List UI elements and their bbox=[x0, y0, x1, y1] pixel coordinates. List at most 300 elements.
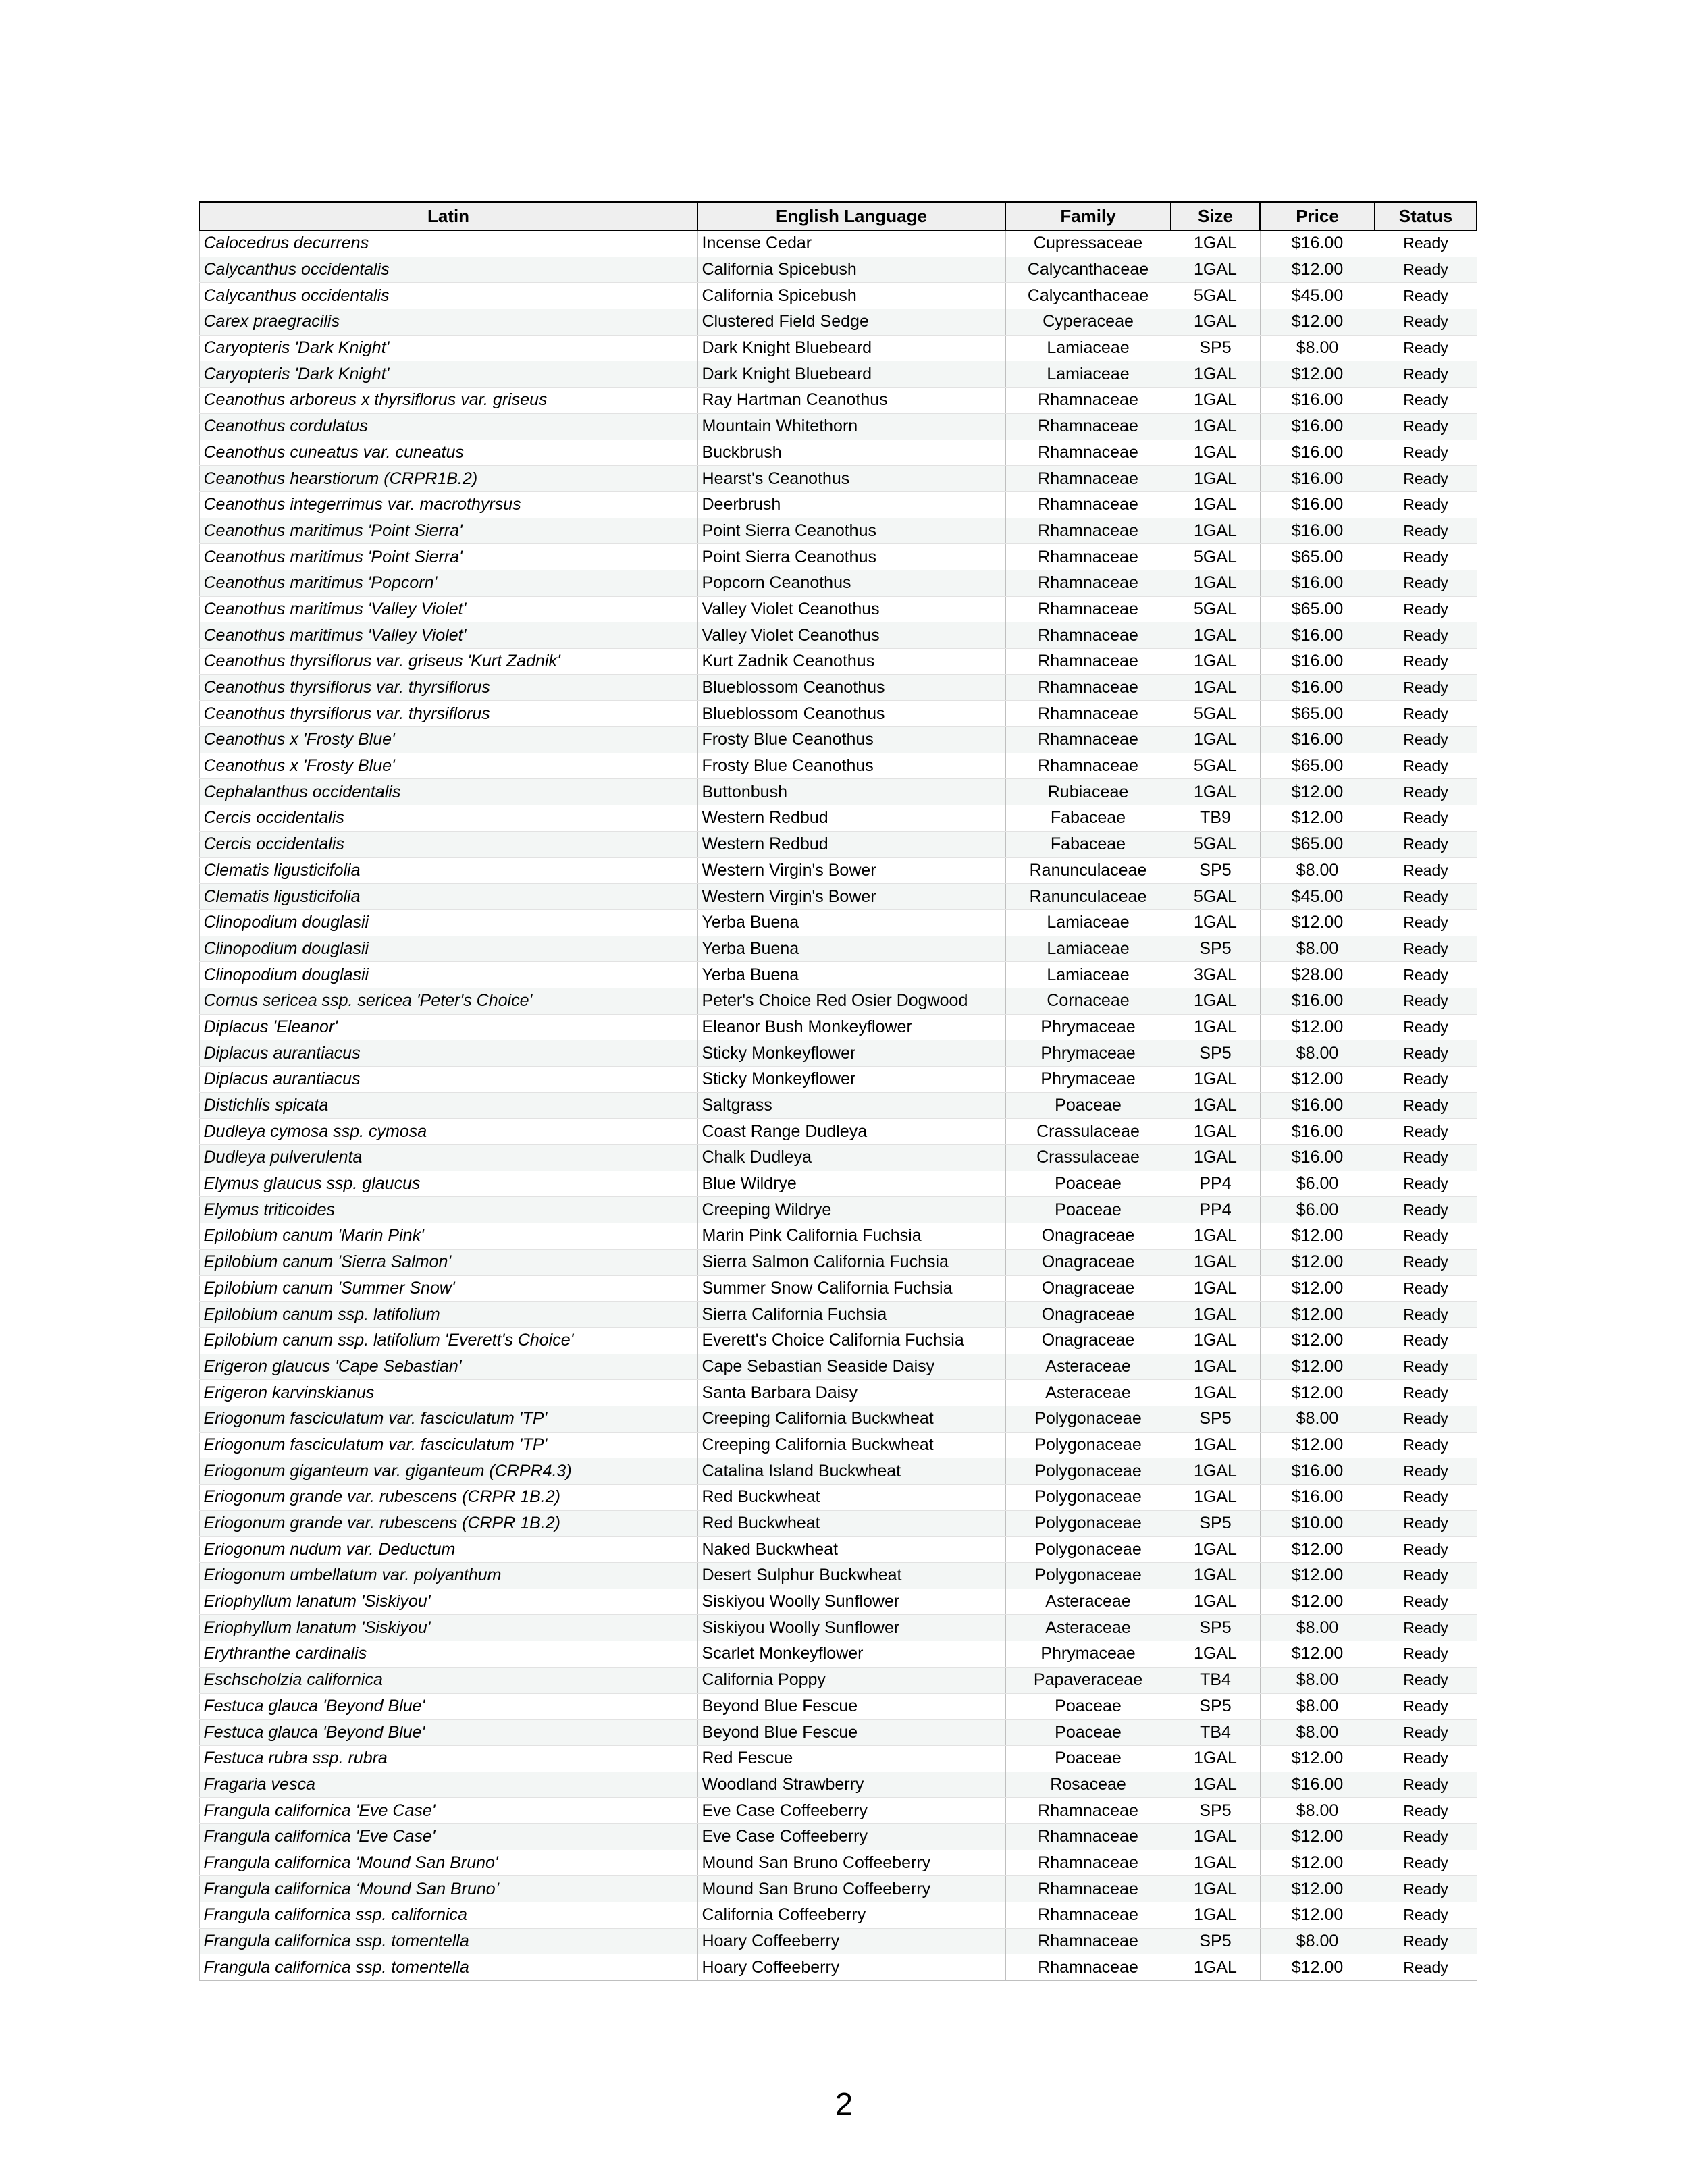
table-row bbox=[199, 1485, 1477, 1511]
cell-size: 5GAL bbox=[1171, 753, 1260, 779]
cell-latin: Frangula californica ssp. tomentella bbox=[199, 1928, 697, 1954]
cell-price: $8.00 bbox=[1260, 1040, 1375, 1067]
cell-size: PP4 bbox=[1171, 1171, 1260, 1197]
cell-price: $8.00 bbox=[1260, 1798, 1375, 1824]
cell-size: 1GAL bbox=[1171, 518, 1260, 544]
cell-status: Ready bbox=[1375, 1954, 1477, 1981]
table-row bbox=[199, 1902, 1477, 1929]
header-status: Status bbox=[1375, 202, 1477, 230]
cell-family: Rhamnaceae bbox=[1005, 1902, 1171, 1929]
cell-status: Ready bbox=[1375, 988, 1477, 1014]
cell-english-name: Creeping California Buckwheat bbox=[697, 1406, 1005, 1432]
cell-english-name: Santa Barbara Daisy bbox=[697, 1380, 1005, 1406]
cell-size: 5GAL bbox=[1171, 831, 1260, 857]
cell-english-name: Sticky Monkeyflower bbox=[697, 1067, 1005, 1093]
cell-family: Lamiaceae bbox=[1005, 936, 1171, 962]
table-row bbox=[199, 1641, 1477, 1668]
cell-latin: Cercis occidentalis bbox=[199, 805, 697, 832]
cell-latin: Elymus triticoides bbox=[199, 1197, 697, 1223]
table-row bbox=[199, 1197, 1477, 1223]
table-row bbox=[199, 335, 1477, 361]
cell-size: 5GAL bbox=[1171, 884, 1260, 910]
cell-price: $16.00 bbox=[1260, 988, 1375, 1014]
cell-size: 1GAL bbox=[1171, 1302, 1260, 1328]
cell-size: SP5 bbox=[1171, 936, 1260, 962]
cell-latin: Eriogonum grande var. rubescens (CRPR 1B.2) bbox=[199, 1485, 697, 1511]
cell-family: Poaceae bbox=[1005, 1693, 1171, 1720]
cell-english-name: Point Sierra Ceanothus bbox=[697, 518, 1005, 544]
cell-size: 1GAL bbox=[1171, 779, 1260, 805]
cell-english-name: Buttonbush bbox=[697, 779, 1005, 805]
cell-english-name: Yerba Buena bbox=[697, 962, 1005, 988]
cell-status: Ready bbox=[1375, 857, 1477, 884]
cell-latin: Diplacus aurantiacus bbox=[199, 1067, 697, 1093]
table-row bbox=[199, 1040, 1477, 1067]
cell-family: Onagraceae bbox=[1005, 1249, 1171, 1275]
cell-english-name: Hoary Coffeeberry bbox=[697, 1928, 1005, 1954]
cell-price: $16.00 bbox=[1260, 466, 1375, 492]
table-row bbox=[199, 1432, 1477, 1458]
cell-family: Polygonaceae bbox=[1005, 1485, 1171, 1511]
table-row bbox=[199, 649, 1477, 675]
cell-price: $8.00 bbox=[1260, 1667, 1375, 1693]
cell-latin: Ceanothus arboreus x thyrsiflorus var. griseus bbox=[199, 388, 697, 414]
cell-latin: Clematis ligusticifolia bbox=[199, 884, 697, 910]
cell-price: $12.00 bbox=[1260, 1563, 1375, 1589]
cell-size: 1GAL bbox=[1171, 1772, 1260, 1798]
cell-family: Fabaceae bbox=[1005, 831, 1171, 857]
cell-status: Ready bbox=[1375, 1092, 1477, 1119]
cell-english-name: Hoary Coffeeberry bbox=[697, 1954, 1005, 1981]
cell-size: 5GAL bbox=[1171, 544, 1260, 570]
cell-status: Ready bbox=[1375, 1772, 1477, 1798]
table-row bbox=[199, 388, 1477, 414]
cell-status: Ready bbox=[1375, 1406, 1477, 1432]
cell-family: Crassulaceae bbox=[1005, 1119, 1171, 1145]
cell-price: $12.00 bbox=[1260, 1354, 1375, 1380]
cell-price: $6.00 bbox=[1260, 1171, 1375, 1197]
cell-family: Rhamnaceae bbox=[1005, 518, 1171, 544]
cell-family: Papaveraceae bbox=[1005, 1667, 1171, 1693]
cell-latin: Eriogonum fasciculatum var. fasciculatum 'TP' bbox=[199, 1406, 697, 1432]
cell-english-name: Scarlet Monkeyflower bbox=[697, 1641, 1005, 1668]
cell-status: Ready bbox=[1375, 805, 1477, 832]
table-row bbox=[199, 727, 1477, 753]
cell-price: $28.00 bbox=[1260, 962, 1375, 988]
cell-latin: Festuca rubra ssp. rubra bbox=[199, 1745, 697, 1772]
cell-size: 1GAL bbox=[1171, 988, 1260, 1014]
cell-status: Ready bbox=[1375, 1876, 1477, 1902]
table-row bbox=[199, 413, 1477, 440]
cell-price: $16.00 bbox=[1260, 388, 1375, 414]
cell-latin: Eriogonum nudum var. Deductum bbox=[199, 1537, 697, 1563]
cell-size: 5GAL bbox=[1171, 596, 1260, 622]
cell-status: Ready bbox=[1375, 727, 1477, 753]
cell-status: Ready bbox=[1375, 1850, 1477, 1876]
cell-status: Ready bbox=[1375, 1485, 1477, 1511]
cell-status: Ready bbox=[1375, 466, 1477, 492]
cell-english-name: Saltgrass bbox=[697, 1092, 1005, 1119]
cell-status: Ready bbox=[1375, 1667, 1477, 1693]
cell-size: 1GAL bbox=[1171, 570, 1260, 596]
cell-family: Poaceae bbox=[1005, 1745, 1171, 1772]
table-row bbox=[199, 440, 1477, 466]
cell-family: Asteraceae bbox=[1005, 1589, 1171, 1615]
table-row bbox=[199, 831, 1477, 857]
cell-size: 1GAL bbox=[1171, 622, 1260, 649]
cell-size: 1GAL bbox=[1171, 1432, 1260, 1458]
table-row bbox=[199, 257, 1477, 283]
cell-family: Rhamnaceae bbox=[1005, 1798, 1171, 1824]
cell-family: Poaceae bbox=[1005, 1197, 1171, 1223]
cell-price: $8.00 bbox=[1260, 1928, 1375, 1954]
cell-english-name: Woodland Strawberry bbox=[697, 1772, 1005, 1798]
cell-latin: Diplacus 'Eleanor' bbox=[199, 1014, 697, 1040]
cell-price: $12.00 bbox=[1260, 1327, 1375, 1354]
cell-family: Asteraceae bbox=[1005, 1615, 1171, 1641]
cell-family: Cyperaceae bbox=[1005, 309, 1171, 336]
cell-status: Ready bbox=[1375, 674, 1477, 701]
cell-price: $12.00 bbox=[1260, 1902, 1375, 1929]
cell-family: Rosaceae bbox=[1005, 1772, 1171, 1798]
cell-english-name: Point Sierra Ceanothus bbox=[697, 544, 1005, 570]
cell-latin: Calycanthus occidentalis bbox=[199, 257, 697, 283]
cell-latin: Ceanothus thyrsiflorus var. griseus 'Kurt Zadnik' bbox=[199, 649, 697, 675]
cell-latin: Festuca glauca 'Beyond Blue' bbox=[199, 1720, 697, 1746]
table-row bbox=[199, 1458, 1477, 1485]
cell-status: Ready bbox=[1375, 649, 1477, 675]
cell-status: Ready bbox=[1375, 1223, 1477, 1250]
cell-status: Ready bbox=[1375, 544, 1477, 570]
cell-family: Polygonaceae bbox=[1005, 1537, 1171, 1563]
cell-price: $16.00 bbox=[1260, 1458, 1375, 1485]
cell-family: Fabaceae bbox=[1005, 805, 1171, 832]
table-row bbox=[199, 1537, 1477, 1563]
cell-latin: Caryopteris 'Dark Knight' bbox=[199, 361, 697, 388]
cell-latin: Calocedrus decurrens bbox=[199, 230, 697, 257]
cell-status: Ready bbox=[1375, 622, 1477, 649]
cell-status: Ready bbox=[1375, 1458, 1477, 1485]
cell-latin: Ceanothus maritimus 'Valley Violet' bbox=[199, 622, 697, 649]
cell-english-name: Kurt Zadnik Ceanothus bbox=[697, 649, 1005, 675]
cell-family: Rhamnaceae bbox=[1005, 727, 1171, 753]
table-row bbox=[199, 1406, 1477, 1432]
cell-english-name: Frosty Blue Ceanothus bbox=[697, 753, 1005, 779]
table-row bbox=[199, 962, 1477, 988]
cell-latin: Cornus sericea ssp. sericea 'Peter's Choice' bbox=[199, 988, 697, 1014]
table-row bbox=[199, 1589, 1477, 1615]
cell-price: $12.00 bbox=[1260, 1302, 1375, 1328]
cell-latin: Caryopteris 'Dark Knight' bbox=[199, 335, 697, 361]
cell-latin: Clinopodium douglasii bbox=[199, 962, 697, 988]
cell-price: $12.00 bbox=[1260, 1249, 1375, 1275]
cell-latin: Dudleya cymosa ssp. cymosa bbox=[199, 1119, 697, 1145]
cell-english-name: Western Redbud bbox=[697, 831, 1005, 857]
cell-english-name: Clustered Field Sedge bbox=[697, 309, 1005, 336]
cell-family: Phrymaceae bbox=[1005, 1067, 1171, 1093]
cell-status: Ready bbox=[1375, 257, 1477, 283]
cell-status: Ready bbox=[1375, 1354, 1477, 1380]
cell-size: 1GAL bbox=[1171, 257, 1260, 283]
table-row bbox=[199, 1145, 1477, 1171]
cell-size: SP5 bbox=[1171, 1928, 1260, 1954]
header-row bbox=[199, 202, 1477, 230]
cell-size: 1GAL bbox=[1171, 1380, 1260, 1406]
table-row bbox=[199, 1928, 1477, 1954]
cell-latin: Carex praegracilis bbox=[199, 309, 697, 336]
cell-status: Ready bbox=[1375, 1823, 1477, 1850]
cell-family: Rhamnaceae bbox=[1005, 491, 1171, 518]
cell-size: 1GAL bbox=[1171, 909, 1260, 936]
cell-latin: Eriogonum fasciculatum var. fasciculatum 'TP' bbox=[199, 1432, 697, 1458]
cell-family: Lamiaceae bbox=[1005, 909, 1171, 936]
cell-english-name: Desert Sulphur Buckwheat bbox=[697, 1563, 1005, 1589]
cell-size: 1GAL bbox=[1171, 1876, 1260, 1902]
cell-english-name: Cape Sebastian Seaside Daisy bbox=[697, 1354, 1005, 1380]
table-row bbox=[199, 1275, 1477, 1302]
cell-size: SP5 bbox=[1171, 1406, 1260, 1432]
cell-english-name: Catalina Island Buckwheat bbox=[697, 1458, 1005, 1485]
cell-status: Ready bbox=[1375, 1563, 1477, 1589]
cell-size: 1GAL bbox=[1171, 1327, 1260, 1354]
cell-family: Phrymaceae bbox=[1005, 1641, 1171, 1668]
cell-size: 1GAL bbox=[1171, 1092, 1260, 1119]
cell-latin: Festuca glauca 'Beyond Blue' bbox=[199, 1693, 697, 1720]
cell-english-name: Creeping California Buckwheat bbox=[697, 1432, 1005, 1458]
cell-size: 1GAL bbox=[1171, 1067, 1260, 1093]
cell-family: Rhamnaceae bbox=[1005, 674, 1171, 701]
cell-family: Rhamnaceae bbox=[1005, 701, 1171, 727]
table-row bbox=[199, 1798, 1477, 1824]
cell-family: Rhamnaceae bbox=[1005, 1876, 1171, 1902]
cell-size: 1GAL bbox=[1171, 1145, 1260, 1171]
cell-price: $12.00 bbox=[1260, 361, 1375, 388]
cell-price: $65.00 bbox=[1260, 596, 1375, 622]
cell-status: Ready bbox=[1375, 1641, 1477, 1668]
cell-status: Ready bbox=[1375, 361, 1477, 388]
cell-status: Ready bbox=[1375, 1040, 1477, 1067]
cell-latin: Eschscholzia californica bbox=[199, 1667, 697, 1693]
cell-price: $8.00 bbox=[1260, 936, 1375, 962]
cell-latin: Clematis ligusticifolia bbox=[199, 857, 697, 884]
table-row bbox=[199, 1119, 1477, 1145]
cell-status: Ready bbox=[1375, 1693, 1477, 1720]
cell-family: Rhamnaceae bbox=[1005, 413, 1171, 440]
cell-price: $16.00 bbox=[1260, 622, 1375, 649]
cell-family: Rhamnaceae bbox=[1005, 622, 1171, 649]
cell-status: Ready bbox=[1375, 779, 1477, 805]
cell-english-name: Sierra California Fuchsia bbox=[697, 1302, 1005, 1328]
cell-price: $12.00 bbox=[1260, 1589, 1375, 1615]
cell-latin: Ceanothus thyrsiflorus var. thyrsiflorus bbox=[199, 701, 697, 727]
cell-latin: Clinopodium douglasii bbox=[199, 909, 697, 936]
cell-size: 1GAL bbox=[1171, 649, 1260, 675]
cell-price: $8.00 bbox=[1260, 1615, 1375, 1641]
table-row bbox=[199, 1354, 1477, 1380]
cell-family: Lamiaceae bbox=[1005, 361, 1171, 388]
cell-status: Ready bbox=[1375, 1720, 1477, 1746]
cell-english-name: California Coffeeberry bbox=[697, 1902, 1005, 1929]
cell-size: SP5 bbox=[1171, 335, 1260, 361]
cell-price: $8.00 bbox=[1260, 1720, 1375, 1746]
table-row bbox=[199, 466, 1477, 492]
cell-size: 1GAL bbox=[1171, 1850, 1260, 1876]
cell-price: $8.00 bbox=[1260, 1693, 1375, 1720]
table-row bbox=[199, 1876, 1477, 1902]
cell-price: $12.00 bbox=[1260, 1850, 1375, 1876]
cell-latin: Cercis occidentalis bbox=[199, 831, 697, 857]
table-row bbox=[199, 1850, 1477, 1876]
cell-price: $12.00 bbox=[1260, 1432, 1375, 1458]
cell-family: Rhamnaceae bbox=[1005, 544, 1171, 570]
cell-price: $12.00 bbox=[1260, 309, 1375, 336]
cell-family: Rhamnaceae bbox=[1005, 570, 1171, 596]
table-row bbox=[199, 491, 1477, 518]
cell-status: Ready bbox=[1375, 335, 1477, 361]
cell-size: 1GAL bbox=[1171, 1354, 1260, 1380]
table-row bbox=[199, 1302, 1477, 1328]
table-row bbox=[199, 988, 1477, 1014]
cell-english-name: Beyond Blue Fescue bbox=[697, 1720, 1005, 1746]
cell-price: $16.00 bbox=[1260, 1092, 1375, 1119]
cell-status: Ready bbox=[1375, 1745, 1477, 1772]
cell-english-name: Hearst's Ceanothus bbox=[697, 466, 1005, 492]
cell-english-name: Mound San Bruno Coffeeberry bbox=[697, 1850, 1005, 1876]
cell-status: Ready bbox=[1375, 1537, 1477, 1563]
cell-english-name: Everett's Choice California Fuchsia bbox=[697, 1327, 1005, 1354]
cell-family: Rhamnaceae bbox=[1005, 596, 1171, 622]
cell-english-name: Sierra Salmon California Fuchsia bbox=[697, 1249, 1005, 1275]
table-row bbox=[199, 1693, 1477, 1720]
cell-family: Polygonaceae bbox=[1005, 1406, 1171, 1432]
table-row bbox=[199, 1067, 1477, 1093]
header-family: Family bbox=[1005, 202, 1171, 230]
cell-status: Ready bbox=[1375, 936, 1477, 962]
cell-family: Polygonaceae bbox=[1005, 1563, 1171, 1589]
cell-family: Rhamnaceae bbox=[1005, 1928, 1171, 1954]
cell-size: 1GAL bbox=[1171, 230, 1260, 257]
table-header bbox=[199, 202, 1477, 230]
cell-size: PP4 bbox=[1171, 1197, 1260, 1223]
cell-status: Ready bbox=[1375, 413, 1477, 440]
cell-latin: Ceanothus hearstiorum (CRPR1B.2) bbox=[199, 466, 697, 492]
cell-status: Ready bbox=[1375, 570, 1477, 596]
cell-latin: Eriophyllum lanatum 'Siskiyou' bbox=[199, 1589, 697, 1615]
cell-price: $12.00 bbox=[1260, 1014, 1375, 1040]
cell-family: Polygonaceae bbox=[1005, 1510, 1171, 1537]
cell-latin: Ceanothus thyrsiflorus var. thyrsiflorus bbox=[199, 674, 697, 701]
cell-family: Phrymaceae bbox=[1005, 1040, 1171, 1067]
cell-latin: Ceanothus maritimus 'Point Sierra' bbox=[199, 544, 697, 570]
cell-english-name: Popcorn Ceanothus bbox=[697, 570, 1005, 596]
table-row bbox=[199, 1510, 1477, 1537]
cell-price: $45.00 bbox=[1260, 884, 1375, 910]
cell-family: Polygonaceae bbox=[1005, 1458, 1171, 1485]
cell-latin: Epilobium canum ssp. latifolium 'Everett's Choice' bbox=[199, 1327, 697, 1354]
cell-size: 5GAL bbox=[1171, 283, 1260, 309]
cell-family: Asteraceae bbox=[1005, 1380, 1171, 1406]
table-row bbox=[199, 1615, 1477, 1641]
cell-price: $16.00 bbox=[1260, 674, 1375, 701]
cell-english-name: Yerba Buena bbox=[697, 909, 1005, 936]
cell-price: $16.00 bbox=[1260, 1119, 1375, 1145]
cell-price: $12.00 bbox=[1260, 1380, 1375, 1406]
cell-latin: Ceanothus maritimus 'Popcorn' bbox=[199, 570, 697, 596]
table-row bbox=[199, 805, 1477, 832]
cell-english-name: Eve Case Coffeeberry bbox=[697, 1823, 1005, 1850]
cell-status: Ready bbox=[1375, 309, 1477, 336]
cell-english-name: Naked Buckwheat bbox=[697, 1537, 1005, 1563]
cell-size: 1GAL bbox=[1171, 1745, 1260, 1772]
cell-english-name: Incense Cedar bbox=[697, 230, 1005, 257]
table-row bbox=[199, 596, 1477, 622]
cell-latin: Ceanothus cuneatus var. cuneatus bbox=[199, 440, 697, 466]
cell-latin: Frangula californica ssp. tomentella bbox=[199, 1954, 697, 1981]
table-row bbox=[199, 1745, 1477, 1772]
cell-size: 1GAL bbox=[1171, 1589, 1260, 1615]
cell-english-name: Creeping Wildrye bbox=[697, 1197, 1005, 1223]
cell-price: $16.00 bbox=[1260, 518, 1375, 544]
cell-latin: Epilobium canum 'Sierra Salmon' bbox=[199, 1249, 697, 1275]
cell-price: $12.00 bbox=[1260, 1641, 1375, 1668]
cell-latin: Frangula californica 'Mound San Bruno' bbox=[199, 1850, 697, 1876]
cell-latin: Ceanothus integerrimus var. macrothyrsus bbox=[199, 491, 697, 518]
table-row bbox=[199, 1823, 1477, 1850]
cell-family: Rhamnaceae bbox=[1005, 440, 1171, 466]
table-row bbox=[199, 1772, 1477, 1798]
cell-latin: Erigeron glaucus 'Cape Sebastian' bbox=[199, 1354, 697, 1380]
cell-size: SP5 bbox=[1171, 857, 1260, 884]
cell-size: TB4 bbox=[1171, 1720, 1260, 1746]
cell-price: $65.00 bbox=[1260, 544, 1375, 570]
cell-english-name: Ray Hartman Ceanothus bbox=[697, 388, 1005, 414]
cell-price: $12.00 bbox=[1260, 1067, 1375, 1093]
cell-status: Ready bbox=[1375, 753, 1477, 779]
cell-english-name: Mountain Whitethorn bbox=[697, 413, 1005, 440]
table-row bbox=[199, 570, 1477, 596]
cell-price: $16.00 bbox=[1260, 230, 1375, 257]
table-row bbox=[199, 1563, 1477, 1589]
cell-price: $16.00 bbox=[1260, 570, 1375, 596]
table-row bbox=[199, 1720, 1477, 1746]
cell-family: Asteraceae bbox=[1005, 1354, 1171, 1380]
cell-family: Poaceae bbox=[1005, 1720, 1171, 1746]
cell-price: $8.00 bbox=[1260, 335, 1375, 361]
cell-status: Ready bbox=[1375, 518, 1477, 544]
cell-english-name: Red Buckwheat bbox=[697, 1510, 1005, 1537]
cell-latin: Calycanthus occidentalis bbox=[199, 283, 697, 309]
cell-english-name: Siskiyou Woolly Sunflower bbox=[697, 1615, 1005, 1641]
table-row bbox=[199, 544, 1477, 570]
cell-size: 1GAL bbox=[1171, 1223, 1260, 1250]
cell-status: Ready bbox=[1375, 388, 1477, 414]
cell-latin: Frangula californica ‘Mound San Bruno’ bbox=[199, 1876, 697, 1902]
cell-family: Crassulaceae bbox=[1005, 1145, 1171, 1171]
cell-status: Ready bbox=[1375, 884, 1477, 910]
cell-family: Onagraceae bbox=[1005, 1302, 1171, 1328]
cell-size: 1GAL bbox=[1171, 1275, 1260, 1302]
cell-size: 1GAL bbox=[1171, 1485, 1260, 1511]
cell-latin: Ceanothus maritimus 'Point Sierra' bbox=[199, 518, 697, 544]
header-latin: Latin bbox=[199, 202, 697, 230]
cell-status: Ready bbox=[1375, 909, 1477, 936]
table-row bbox=[199, 753, 1477, 779]
cell-latin: Dudleya pulverulenta bbox=[199, 1145, 697, 1171]
table-row bbox=[199, 1092, 1477, 1119]
cell-status: Ready bbox=[1375, 701, 1477, 727]
cell-price: $16.00 bbox=[1260, 413, 1375, 440]
cell-english-name: Red Fescue bbox=[697, 1745, 1005, 1772]
